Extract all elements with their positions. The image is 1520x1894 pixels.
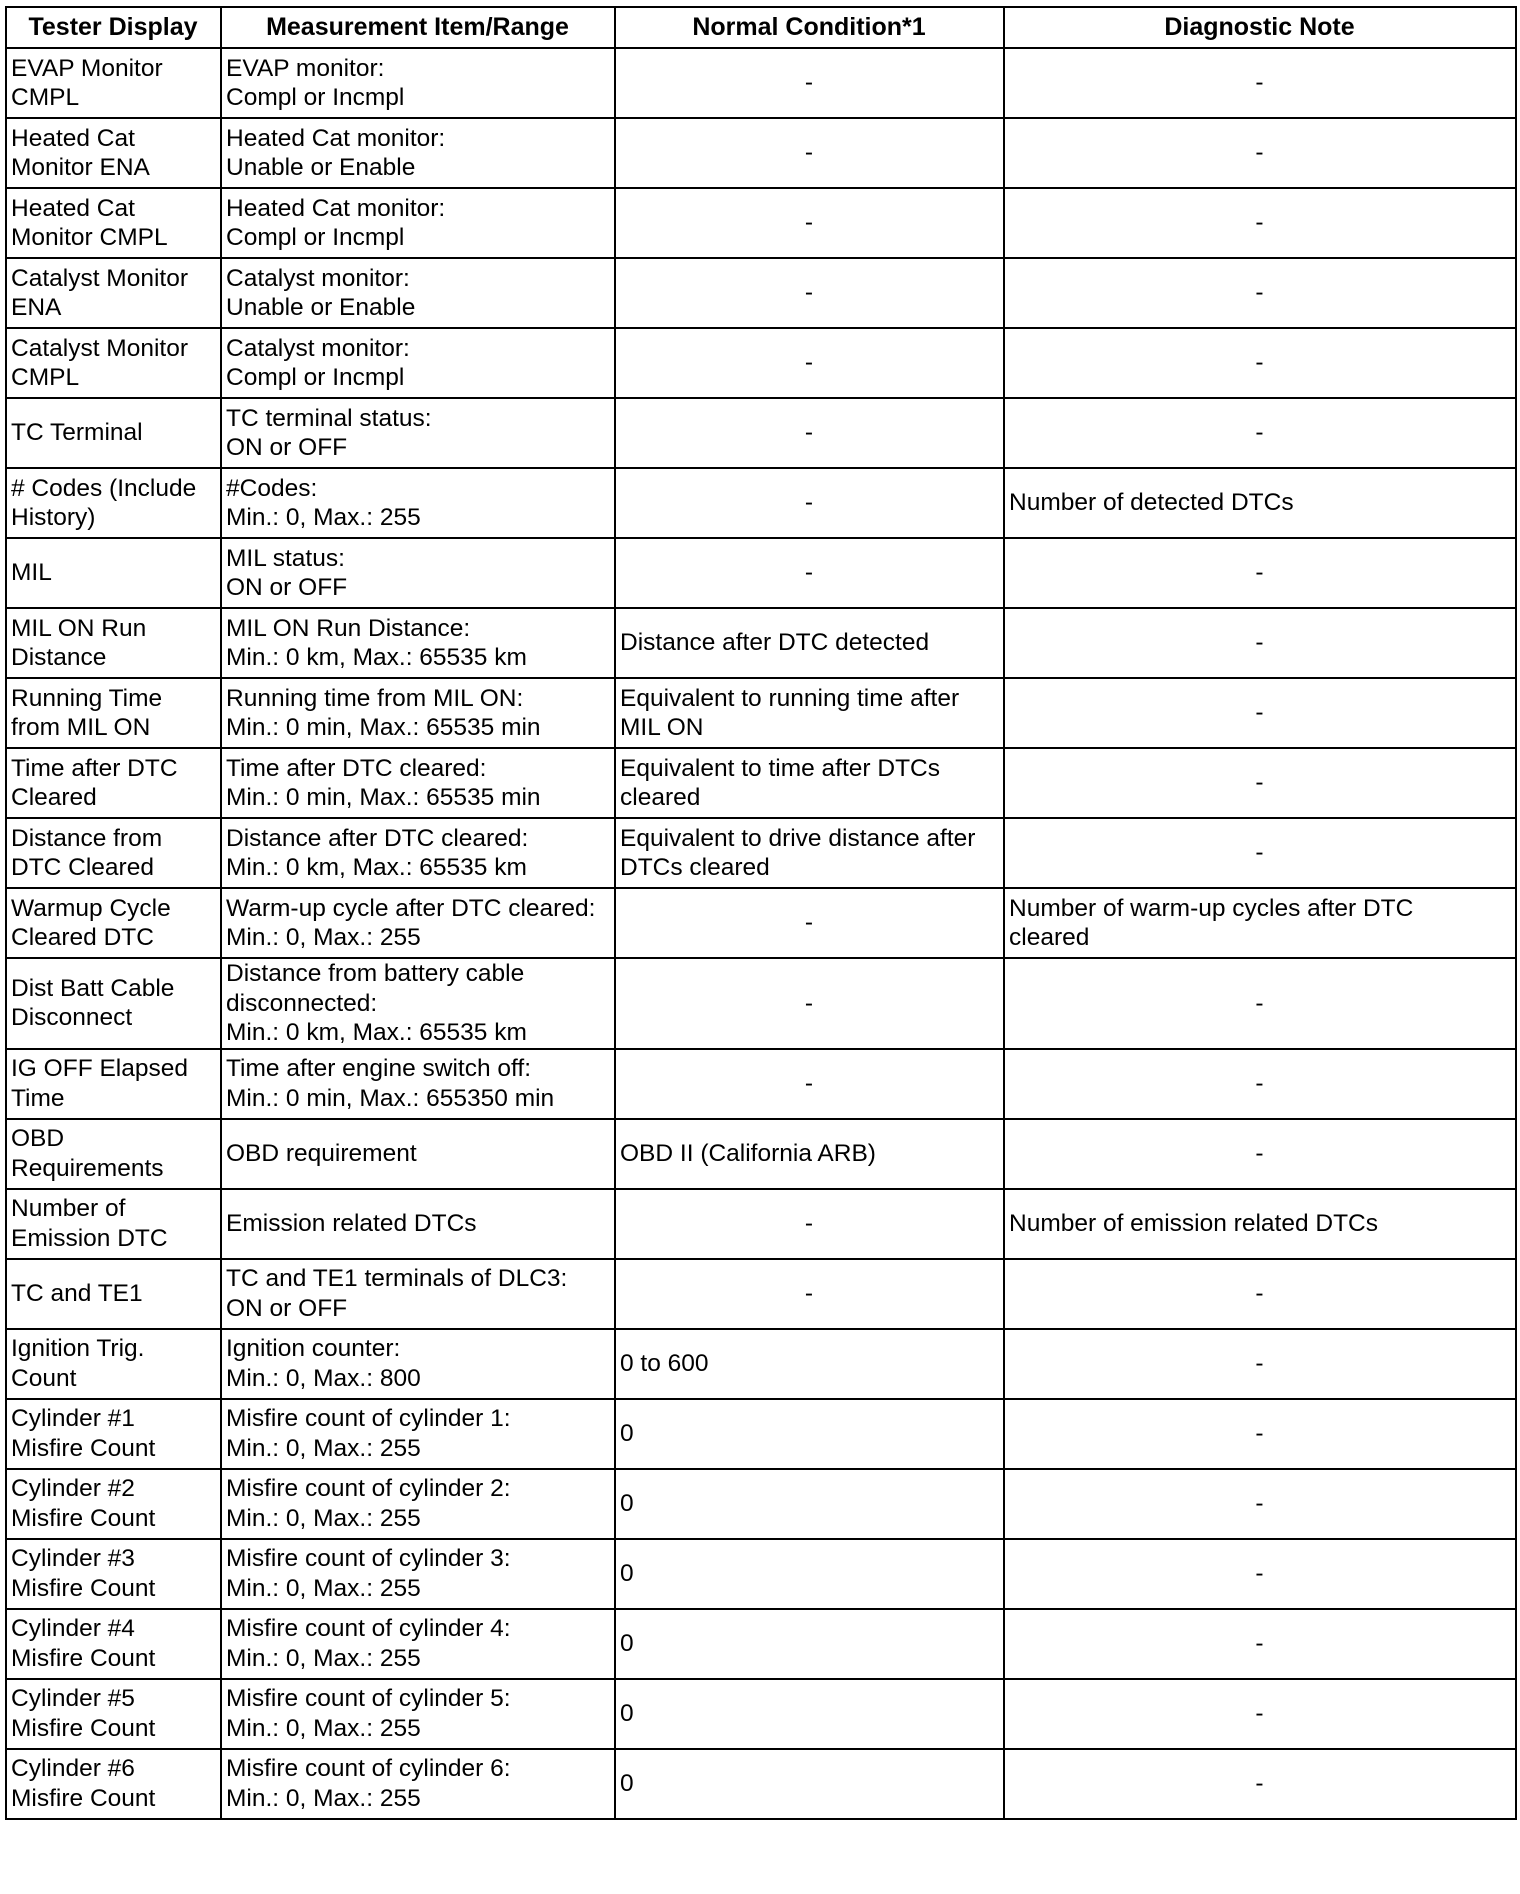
cell-diagnostic-note: - <box>1004 1469 1516 1539</box>
cell-measurement-range: #Codes: Min.: 0, Max.: 255 <box>221 468 615 538</box>
table-row <box>6 1609 1516 1679</box>
cell-tester-display: Cylinder #3 Misfire Count <box>6 1539 221 1609</box>
table-row <box>6 678 1516 748</box>
cell-diagnostic-note: - <box>1004 818 1516 888</box>
cell-tester-display: IG OFF Elapsed Time <box>6 1049 221 1119</box>
cell-measurement-range: Misfire count of cylinder 2: Min.: 0, Max.: 255 <box>221 1469 615 1539</box>
cell-tester-display: Catalyst Monitor ENA <box>6 258 221 328</box>
cell-diagnostic-note: - <box>1004 1399 1516 1469</box>
cell-measurement-range: Warm-up cycle after DTC cleared: Min.: 0, Max.: 255 <box>221 888 615 958</box>
table-row <box>6 258 1516 328</box>
cell-measurement-range: EVAP monitor: Compl or Incmpl <box>221 48 615 118</box>
table-row <box>6 188 1516 258</box>
cell-tester-display: Warmup Cycle Cleared DTC <box>6 888 221 958</box>
table-row <box>6 1469 1516 1539</box>
cell-measurement-range: Running time from MIL ON: Min.: 0 min, Max.: 65535 min <box>221 678 615 748</box>
cell-diagnostic-note: - <box>1004 118 1516 188</box>
cell-normal-condition: - <box>615 48 1004 118</box>
cell-tester-display: TC Terminal <box>6 398 221 468</box>
cell-diagnostic-note: - <box>1004 1539 1516 1609</box>
table-row <box>6 118 1516 188</box>
cell-diagnostic-note: - <box>1004 1329 1516 1399</box>
cell-tester-display: TC and TE1 <box>6 1259 221 1329</box>
cell-diagnostic-note: Number of emission related DTCs <box>1004 1189 1516 1259</box>
cell-diagnostic-note: - <box>1004 538 1516 608</box>
cell-tester-display: Catalyst Monitor CMPL <box>6 328 221 398</box>
table-row <box>6 958 1516 1049</box>
table-row <box>6 538 1516 608</box>
cell-diagnostic-note: - <box>1004 1679 1516 1749</box>
cell-normal-condition: Equivalent to drive distance after DTCs cleared <box>615 818 1004 888</box>
cell-normal-condition: 0 to 600 <box>615 1329 1004 1399</box>
cell-tester-display: Heated Cat Monitor CMPL <box>6 188 221 258</box>
cell-diagnostic-note: - <box>1004 1119 1516 1189</box>
cell-diagnostic-note: - <box>1004 678 1516 748</box>
cell-measurement-range: Heated Cat monitor: Compl or Incmpl <box>221 188 615 258</box>
cell-tester-display: MIL ON Run Distance <box>6 608 221 678</box>
cell-diagnostic-note: - <box>1004 48 1516 118</box>
cell-normal-condition: - <box>615 118 1004 188</box>
cell-normal-condition: - <box>615 958 1004 1049</box>
cell-tester-display: Running Time from MIL ON <box>6 678 221 748</box>
cell-normal-condition: - <box>615 1049 1004 1119</box>
cell-measurement-range: TC and TE1 terminals of DLC3: ON or OFF <box>221 1259 615 1329</box>
table-row <box>6 1189 1516 1259</box>
cell-normal-condition: 0 <box>615 1749 1004 1819</box>
table-row <box>6 1259 1516 1329</box>
cell-measurement-range: Time after DTC cleared: Min.: 0 min, Max.: 65535 min <box>221 748 615 818</box>
table-row <box>6 748 1516 818</box>
cell-diagnostic-note: - <box>1004 958 1516 1049</box>
table-row <box>6 48 1516 118</box>
cell-measurement-range: Misfire count of cylinder 5: Min.: 0, Max.: 255 <box>221 1679 615 1749</box>
cell-diagnostic-note: - <box>1004 1749 1516 1819</box>
cell-normal-condition: OBD II (California ARB) <box>615 1119 1004 1189</box>
cell-normal-condition: - <box>615 1189 1004 1259</box>
cell-diagnostic-note: - <box>1004 1609 1516 1679</box>
cell-normal-condition: 0 <box>615 1469 1004 1539</box>
cell-tester-display: OBD Requirements <box>6 1119 221 1189</box>
header-tester-display: Tester Display <box>6 7 221 48</box>
cell-normal-condition: - <box>615 258 1004 328</box>
cell-diagnostic-note: - <box>1004 398 1516 468</box>
cell-measurement-range: Ignition counter: Min.: 0, Max.: 800 <box>221 1329 615 1399</box>
table-row <box>6 1119 1516 1189</box>
cell-measurement-range: Misfire count of cylinder 4: Min.: 0, Max.: 255 <box>221 1609 615 1679</box>
cell-diagnostic-note: Number of detected DTCs <box>1004 468 1516 538</box>
table-row <box>6 1399 1516 1469</box>
table-row <box>6 1539 1516 1609</box>
cell-measurement-range: Distance after DTC cleared: Min.: 0 km, Max.: 65535 km <box>221 818 615 888</box>
table-row <box>6 1049 1516 1119</box>
cell-diagnostic-note: Number of warm-up cycles after DTC cleared <box>1004 888 1516 958</box>
table-row <box>6 1749 1516 1819</box>
cell-diagnostic-note: - <box>1004 748 1516 818</box>
cell-tester-display: Number of Emission DTC <box>6 1189 221 1259</box>
cell-normal-condition: 0 <box>615 1609 1004 1679</box>
header-diagnostic-note: Diagnostic Note <box>1004 7 1516 48</box>
cell-diagnostic-note: - <box>1004 188 1516 258</box>
cell-tester-display: EVAP Monitor CMPL <box>6 48 221 118</box>
cell-normal-condition: Distance after DTC detected <box>615 608 1004 678</box>
header-measurement-item: Measurement Item/Range <box>221 7 615 48</box>
cell-measurement-range: OBD requirement <box>221 1119 615 1189</box>
cell-normal-condition: - <box>615 468 1004 538</box>
cell-tester-display: Heated Cat Monitor ENA <box>6 118 221 188</box>
cell-measurement-range: Heated Cat monitor: Unable or Enable <box>221 118 615 188</box>
table-row <box>6 818 1516 888</box>
cell-normal-condition: 0 <box>615 1399 1004 1469</box>
cell-tester-display: Cylinder #6 Misfire Count <box>6 1749 221 1819</box>
cell-tester-display: Ignition Trig. Count <box>6 1329 221 1399</box>
cell-tester-display: Cylinder #5 Misfire Count <box>6 1679 221 1749</box>
cell-normal-condition: - <box>615 538 1004 608</box>
cell-measurement-range: Emission related DTCs <box>221 1189 615 1259</box>
cell-normal-condition: - <box>615 398 1004 468</box>
cell-diagnostic-note: - <box>1004 258 1516 328</box>
cell-normal-condition: 0 <box>615 1539 1004 1609</box>
cell-measurement-range: Time after engine switch off: Min.: 0 min, Max.: 655350 min <box>221 1049 615 1119</box>
cell-normal-condition: 0 <box>615 1679 1004 1749</box>
cell-tester-display: Cylinder #2 Misfire Count <box>6 1469 221 1539</box>
cell-measurement-range: MIL ON Run Distance: Min.: 0 km, Max.: 65535 km <box>221 608 615 678</box>
cell-measurement-range: Distance from battery cable disconnected: Min.: 0 km, Max.: 65535 km <box>221 958 615 1049</box>
cell-tester-display: Distance from DTC Cleared <box>6 818 221 888</box>
cell-measurement-range: Catalyst monitor: Compl or Incmpl <box>221 328 615 398</box>
cell-tester-display: Time after DTC Cleared <box>6 748 221 818</box>
cell-normal-condition: Equivalent to running time after MIL ON <box>615 678 1004 748</box>
cell-normal-condition: Equivalent to time after DTCs cleared <box>615 748 1004 818</box>
cell-diagnostic-note: - <box>1004 608 1516 678</box>
cell-tester-display: Cylinder #4 Misfire Count <box>6 1609 221 1679</box>
data-list-table <box>5 6 1517 1820</box>
table-row <box>6 1679 1516 1749</box>
cell-normal-condition: - <box>615 328 1004 398</box>
cell-measurement-range: Misfire count of cylinder 6: Min.: 0, Max.: 255 <box>221 1749 615 1819</box>
cell-measurement-range: MIL status: ON or OFF <box>221 538 615 608</box>
cell-tester-display: Dist Batt Cable Disconnect <box>6 958 221 1049</box>
cell-measurement-range: Catalyst monitor: Unable or Enable <box>221 258 615 328</box>
cell-measurement-range: Misfire count of cylinder 3: Min.: 0, Max.: 255 <box>221 1539 615 1609</box>
table-row <box>6 1329 1516 1399</box>
cell-diagnostic-note: - <box>1004 1259 1516 1329</box>
table-row <box>6 468 1516 538</box>
table-row <box>6 398 1516 468</box>
table-row <box>6 328 1516 398</box>
cell-diagnostic-note: - <box>1004 1049 1516 1119</box>
cell-diagnostic-note: - <box>1004 328 1516 398</box>
cell-tester-display: MIL <box>6 538 221 608</box>
cell-tester-display: # Codes (Include History) <box>6 468 221 538</box>
cell-normal-condition: - <box>615 888 1004 958</box>
cell-measurement-range: TC terminal status: ON or OFF <box>221 398 615 468</box>
header-row <box>6 7 1516 48</box>
cell-normal-condition: - <box>615 1259 1004 1329</box>
cell-normal-condition: - <box>615 188 1004 258</box>
table-row <box>6 608 1516 678</box>
table-row <box>6 888 1516 958</box>
cell-tester-display: Cylinder #1 Misfire Count <box>6 1399 221 1469</box>
header-normal-condition: Normal Condition*1 <box>615 7 1004 48</box>
cell-measurement-range: Misfire count of cylinder 1: Min.: 0, Max.: 255 <box>221 1399 615 1469</box>
